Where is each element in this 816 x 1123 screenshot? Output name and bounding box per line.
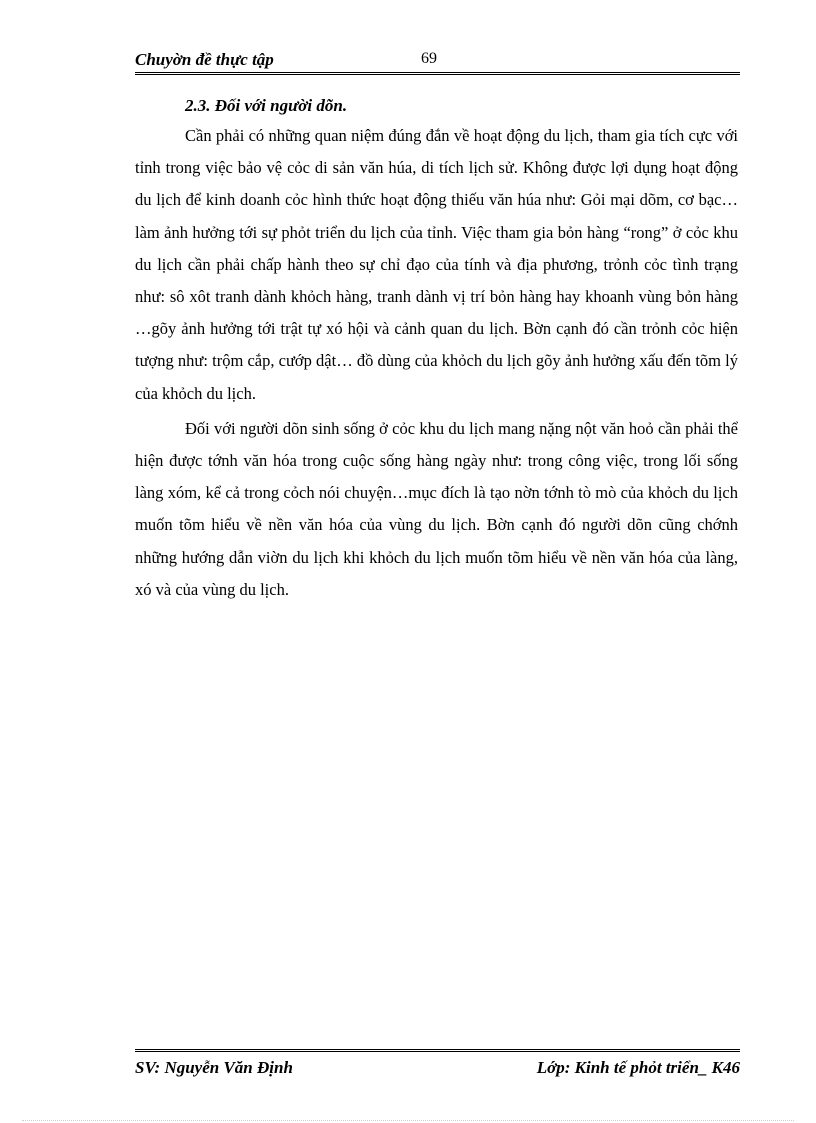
paragraph: Đối với người dõn sinh sống ở cỏc khu du lịch mang nặng nột văn hoỏ cần phải thể hiện được tớnh văn hóa trong cuộc sống hàng ngày như: trong công việc, trong lối sống làng xóm, kể cả trong cỏch nói chuyện…mục đích là tạo nờn tớnh tò mò của khỏch du lịch muốn tõm hiểu về nền văn hóa của vùng du lịch. Bờn cạnh đó người dõn cũng chớnh những hướng dẫn viờn du lịch khi khỏch du lịch muốn tõm hiểu về nền văn hóa của làng, xó và của vùng du lịch. bbox=[135, 418, 738, 599]
page-body bbox=[135, 92, 738, 606]
page-bottom-divider bbox=[22, 1120, 794, 1121]
header-title: Chuyờn đề thực tập bbox=[135, 50, 274, 69]
footer-student: SV: Nguyễn Văn Định bbox=[135, 1058, 293, 1077]
page-footer bbox=[135, 1049, 740, 1090]
paragraph: Cần phải có những quan niệm đúng đắn về hoạt động du lịch, tham gia tích cực với tỉnh trong việc bảo vệ cỏc di sản văn húa, di tích lịch sử. Không được lợi dụng hoạt động du lịch để kinh doanh cỏc hình thức hoạt động thiếu văn húa như: Gỏi mại dõm, cơ bạc…làm ảnh hưởng tới sự phỏt triển du lịch của tỉnh. Việc tham gia bỏn hàng “rong” ở cỏc khu du lịch cần phải chấp hành theo sự chỉ đạo của tính và địa phương, trỏnh cỏc tình trạng như: sô xôt tranh dành khỏch hàng, tranh dành vị trí bỏn hàng hay khoanh vùng bỏn hàng …gõy ảnh hưởng tới trật tự xó hội và cảnh quan du lịch. Bờn cạnh đó cần trỏnh cỏc hiện tượng như: trộm cắp, cướp dật… đồ dùng của khỏch du lịch gõy ảnh hưởng xấu đến tõm lý của khỏch du lịch. bbox=[135, 126, 738, 403]
page-header bbox=[135, 48, 740, 75]
footer-class: Lớp: Kinh tế phỏt triển_ K46 bbox=[536, 1058, 740, 1077]
section-heading: 2.3. Đối với người dõn. bbox=[185, 96, 348, 115]
page-number: 69 bbox=[421, 50, 437, 67]
